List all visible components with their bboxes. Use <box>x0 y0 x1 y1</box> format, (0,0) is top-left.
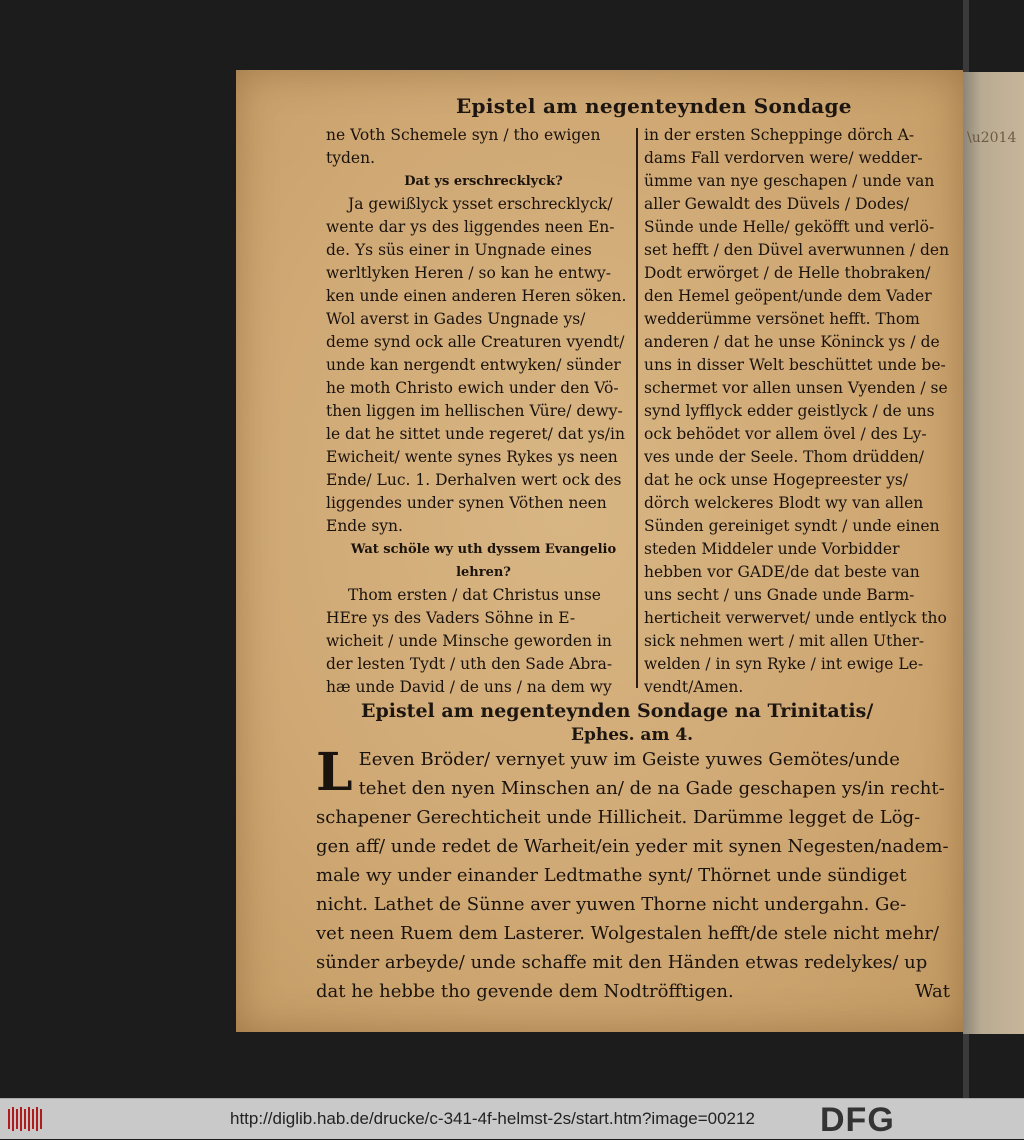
column-rule <box>636 128 638 688</box>
text-line: anderen / dat he unse Köninck ys / de <box>644 333 940 351</box>
question-heading: lehren? <box>456 565 511 580</box>
text-line: wicheit / unde Minsche geworden in <box>326 632 612 650</box>
text-line: ümme van nye geschapen / unde van <box>644 172 935 190</box>
text-line: he moth Christo ewich under den Vö- <box>326 379 619 397</box>
drop-capital: L <box>316 742 353 803</box>
library-logo-icon[interactable] <box>6 1105 46 1133</box>
text-line: tyden. <box>326 149 375 167</box>
text-line: aller Gewaldt des Düvels / Dodes/ <box>644 195 910 213</box>
text-line: Ende/ Luc. 1. Derhalven wert ock des <box>326 471 622 489</box>
right-column <box>644 124 959 699</box>
text-line: uns secht / uns Gnade unde Barm- <box>644 586 915 604</box>
text-line: wedderümme versönet hefft. Thom <box>644 310 920 328</box>
document-url[interactable]: http://diglib.hab.de/drucke/c-341-4f-helmst-2s/start.htm?image=00212 <box>230 1109 755 1128</box>
text-line: tehet den nyen Minschen an/ de na Gade geschapen ys/in recht- <box>358 778 945 799</box>
text-line: synd lyfflyck edder geistlyck / de uns <box>644 402 935 420</box>
text-line: der lesten Tydt / uth den Sade Abra- <box>326 655 613 673</box>
text-line: ne Voth Schemele syn / tho ewigen <box>326 126 601 144</box>
text-line: dat he ock unse Hogepreester ys/ <box>644 471 908 489</box>
text-line: werltlyken Heren / so kan he entwy- <box>326 264 612 282</box>
viewer-footer <box>0 1098 1024 1139</box>
running-head: Epistel am negenteynden Sondage <box>456 94 852 118</box>
section-title: Epistel am negenteynden Sondage na Trinitatis/ <box>361 700 874 722</box>
text-line: Dodt erwörget / de Helle thobraken/ <box>644 264 931 282</box>
text-line: den Hemel geöpent/unde dem Vader <box>644 287 932 305</box>
text-line: Thom ersten / dat Christus unse <box>348 586 601 604</box>
text-line: in der ersten Scheppinge dörch A- <box>644 126 915 144</box>
catchword: Wat <box>915 981 950 1002</box>
text-line: set hefft / den Düvel averwunnen / den <box>644 241 950 259</box>
text-line: unde kan nergendt entwyken/ sünder <box>326 356 621 374</box>
text-line: deme synd ock alle Creaturen vyendt/ <box>326 333 625 351</box>
last-line: dat he hebbe tho gevende dem Nodtröfftigen. <box>316 981 734 1002</box>
text-line: Ewicheit/ wente synes Rykes ys neen <box>326 448 618 466</box>
adjacent-page-edge: \u2014 <box>963 72 1024 1034</box>
text-line: vet neen Ruem dem Lasterer. Wolgestalen hefft/de stele nicht mehr/ <box>316 923 940 944</box>
text-line: Wol averst in Gades Ungnade ys/ <box>326 310 586 328</box>
epistle-body <box>316 742 956 1006</box>
text-line: Eeven Bröder/ vernyet yuw im Geiste yuwes Gemötes/unde <box>358 749 900 770</box>
text-line: ken unde einen anderen Heren söken. <box>326 287 627 305</box>
text-line: then liggen im hellischen Vüre/ dewy- <box>326 402 623 420</box>
text-line: dams Fall verdorven were/ wedder- <box>644 149 923 167</box>
text-line: Sünden gereiniget syndt / unde einen <box>644 517 940 535</box>
text-line: welden / in syn Ryke / int ewige Le- <box>644 655 924 673</box>
question-heading: Dat ys erschrecklyck? <box>404 174 563 189</box>
section-reference: Ephes. am 4. <box>571 725 694 745</box>
text-line: Sünde unde Helle/ geköfft und verlö- <box>644 218 935 236</box>
scanned-book-page <box>236 70 963 1032</box>
text-line: uns in disser Welt beschüttet unde be- <box>644 356 946 374</box>
text-line: liggendes under synen Vöthen neen <box>326 494 607 512</box>
text-line: le dat he sittet unde regeret/ dat ys/in <box>326 425 625 443</box>
text-line: herticheit verwervet/ unde entlyck tho <box>644 609 947 627</box>
text-line: steden Middeler unde Vorbidder <box>644 540 900 558</box>
text-line: Ja gewißlyck ysset erschrecklyck/ <box>348 195 613 213</box>
text-line: schermet vor allen unsen Vyenden / se <box>644 379 948 397</box>
text-line: HEre ys des Vaders Söhne in E- <box>326 609 576 627</box>
text-line: de. Ys süs einer in Ungnade eines <box>326 241 592 259</box>
text-line: sick nehmen wert / mit allen Uther- <box>644 632 925 650</box>
text-line: Ende syn. <box>326 517 403 535</box>
dfg-logo[interactable]: DFG <box>820 1101 895 1139</box>
question-heading: Wat schöle wy uth dyssem Evangelio <box>350 542 617 557</box>
text-line: hæ unde David / de uns / na dem wy <box>326 678 612 696</box>
text-line: ock behödet vor allem övel / des Ly- <box>644 425 927 443</box>
text-line: vendt/Amen. <box>644 678 744 696</box>
text-line: dörch welckeres Blodt wy van allen <box>644 494 924 512</box>
text-line <box>316 977 956 1006</box>
text-line: hebben vor GADE/de dat beste van <box>644 563 920 581</box>
text-line: sünder arbeyde/ unde schaffe mit den Händen etwas redelykes/ up <box>316 952 928 973</box>
text-line: male wy under einander Ledtmathe synt/ Thörnet unde sündiget <box>316 865 907 886</box>
text-line: nicht. Lathet de Sünne aver yuwen Thorne nicht undergahn. Ge- <box>316 894 907 915</box>
text-line: wente dar ys des liggendes neen En- <box>326 218 615 236</box>
left-column <box>326 124 631 699</box>
text-line: schapener Gerechticheit unde Hillicheit. Darümme legget de Lög- <box>316 807 921 828</box>
text-line: ves unde der Seele. Thom drüdden/ <box>644 448 924 466</box>
text-line: gen aff/ unde redet de Warheit/ein yeder mit synen Negesten/nadem- <box>316 836 949 857</box>
